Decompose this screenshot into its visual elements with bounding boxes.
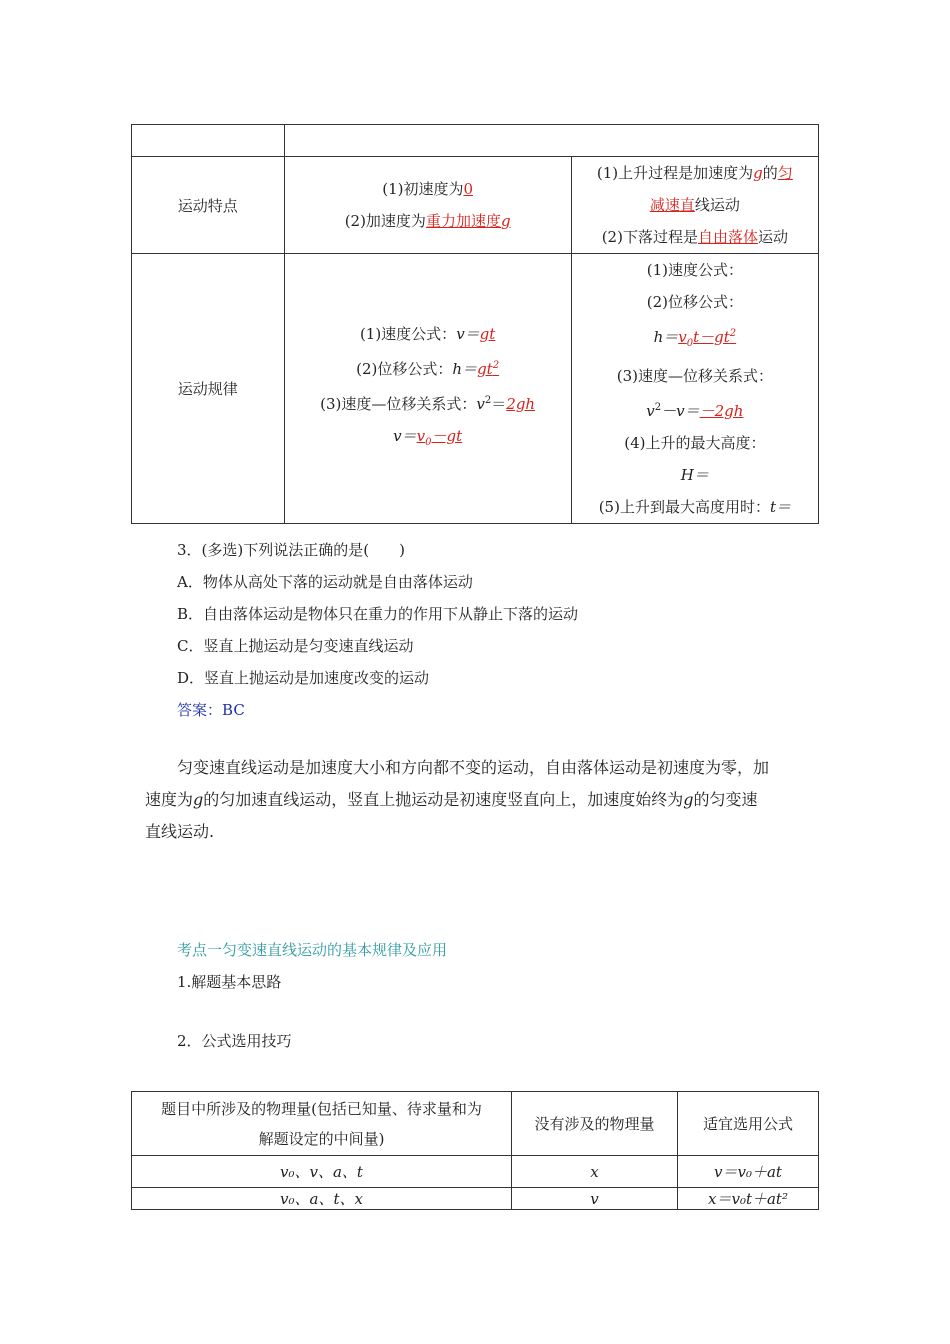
motion-table-header-empty-1 <box>132 125 285 157</box>
motion-table-header-empty-2 <box>284 125 818 157</box>
question-3 <box>177 534 578 726</box>
option-c: C．竖直上抛运动是匀变速直线运动 <box>177 637 414 655</box>
row-label-features: 运动特点 <box>132 157 285 254</box>
table-row <box>132 1156 819 1188</box>
option-b: B．自由落体运动是物体只在重力的作用下从静止下落的运动 <box>177 605 579 623</box>
free-fall-features: (1)初速度为0 (2)加速度为重力加速度g <box>284 157 571 254</box>
question-stem: 3．(多选)下列说法正确的是( ) <box>177 541 405 559</box>
row-formula: x＝v₀t＋at² <box>678 1188 819 1210</box>
section-item-2: 2．公式选用技巧 <box>177 1032 292 1050</box>
table-row <box>132 1188 819 1210</box>
motion-table <box>131 124 819 524</box>
formula-header-missing: 没有涉及的物理量 <box>512 1092 678 1156</box>
row-quantities: v₀、v、a、t <box>132 1156 512 1188</box>
option-a: A．物体从高处下落的运动就是自由落体运动 <box>177 573 473 591</box>
section-item-1: 1.解题基本思路 <box>177 973 282 991</box>
row-formula: v＝v₀＋at <box>678 1156 819 1188</box>
formula-table <box>131 1091 819 1210</box>
row-missing: x <box>512 1156 678 1188</box>
row-missing: v <box>512 1188 678 1210</box>
row-quantities: v₀、a、t、x <box>132 1188 512 1210</box>
formula-header-formula: 适宜选用公式 <box>678 1092 819 1156</box>
throw-up-features: (1)上升过程是加速度为g的匀 减速直线运动 (2)下落过程是自由落体运动 <box>571 157 818 254</box>
row-label-laws: 运动规律 <box>132 254 285 524</box>
explanation-line-2: 速度为g的匀加速直线运动，竖直上抛运动是初速度竖直向上，加速度始终为g的匀变速 <box>145 790 758 809</box>
explanation-line-1: 匀变速直线运动是加速度大小和方向都不变的运动，自由落体运动是初速度为零，加 <box>177 758 770 777</box>
answer: 答案：BC <box>177 701 245 719</box>
section-title: 考点一匀变速直线运动的基本规律及应用 1.解题基本思路 <box>177 934 447 998</box>
throw-up-laws: (1)速度公式： (2)位移公式： $h=v_0t-gt^2$ (3)速度—位移关系式： $v^2-v=-2gh$ (4)上升的最大高度： H＝ (5)上升到最大高度用时：t＝ <box>571 254 818 524</box>
free-fall-laws: (1)速度公式：v＝gt (2)位移公式：$h=gt^2$ (3)速度—位移关系式：$v^2=2gh$ $v=v_0-gt$ <box>284 254 571 524</box>
explanation-line-3: 直线运动. <box>145 822 215 841</box>
option-d: D．竖直上抛运动是加速度改变的运动 <box>177 669 430 687</box>
formula-header-quantities: 题目中所涉及的物理量(包括已知量、待求量和为 解题设定的中间量) <box>132 1092 512 1156</box>
explanation <box>145 752 805 848</box>
